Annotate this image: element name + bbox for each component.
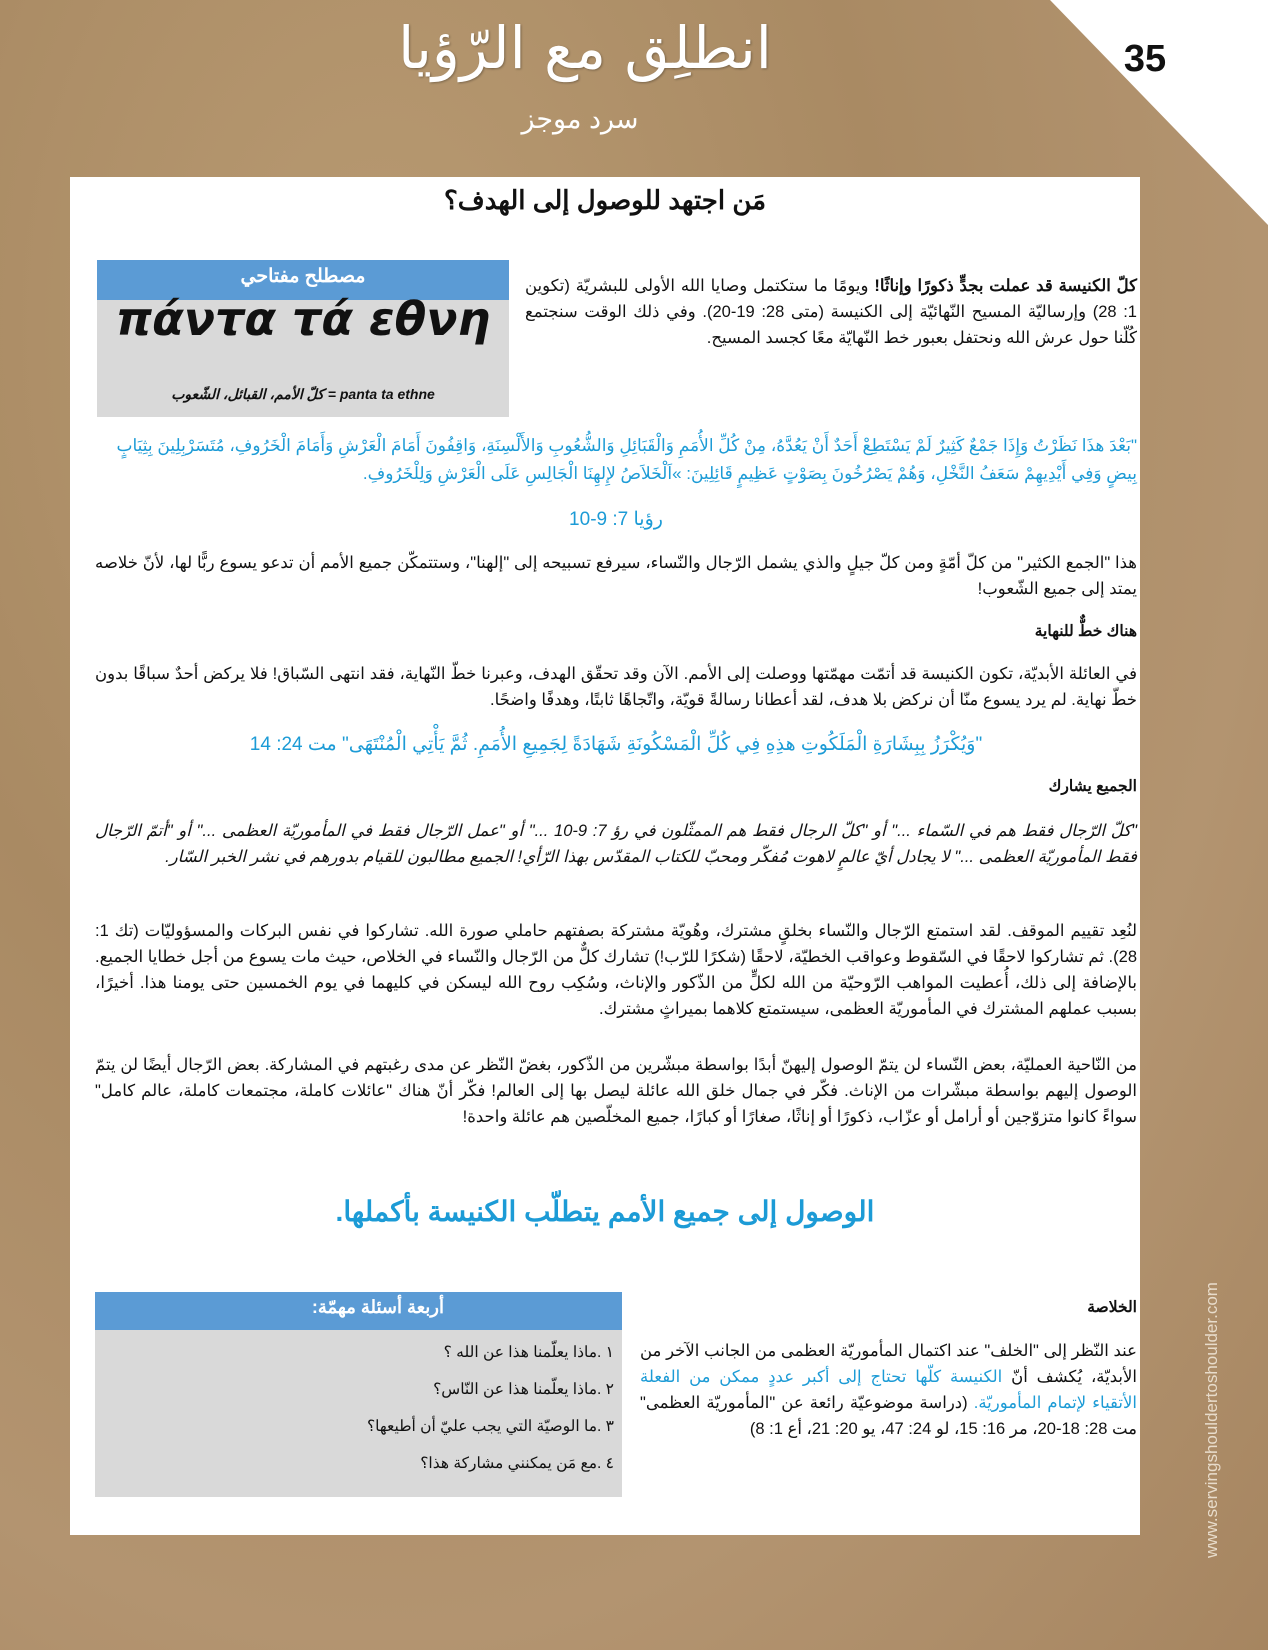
page-subtitle: سرد موجز — [521, 104, 639, 134]
intro-bold: كلّ الكنيسة قد عملت بجدٍّ ذكورًا وإناثًا! — [874, 277, 1137, 295]
section-heading: مَن اجتهد للوصول إلى الهدف؟ — [443, 185, 767, 215]
summary-text: عند النّظر إلى "الخلف" عند اكتمال المأموريّة العظمى من الجانب الآخر من الأبديّة، يُكشف أنّ — [640, 1342, 1137, 1386]
scripture-reference: رؤيا 7: 9-10 — [569, 509, 663, 530]
subheading-finish-line: هناك خطٌّ للنهاية — [1034, 623, 1137, 640]
summary-text: (دراسة موضوعيّة رائعة عن "المأموريّة العظمى" مت 28: 18-20، مر 16: 15، لو 24: 47، يو 20: 21، أع 1: 8) — [640, 1394, 1137, 1438]
page-title: انطلِق مع الرّؤيا — [398, 14, 772, 82]
page-number: 35 — [1123, 38, 1167, 80]
scripture-quote: "وَيُكْرَزُ بِبِشَارَةِ الْمَلَكُوتِ هذِهِ فِي كُلِّ الْمَسْكُونَةِ شَهَادَةً لِجَمِيعِ الأُمَمِ. ثُمَّ يَأْتِي الْمُنْتَهَى" مت 24: 14 — [249, 734, 983, 755]
paragraph: في العائلة الأبديّة، تكون الكنيسة قد أتمّت مهمّتها ووصلت إلى الأمم. الآن وقد تحقّق الهدف، وعبرنا خطّ النّهاية، فقد انتهى السّباق! فلا يركض أحدٌ سباقًا بدون خطّ نهاية. لم يرد يسوع منّا أن نركض بلا هدف، لقد أعطانا رسالةً قويّة، واتّجاهًا ثابتًا، وهدفًا واضحًا. — [95, 665, 1137, 709]
intro-paragraph — [525, 273, 1137, 351]
question-item: ٣ .ما الوصيّة التي يجب عليّ أن أطيعها؟ — [366, 1418, 614, 1435]
subheading-everyone-participates: الجميع يشارك — [1048, 778, 1137, 795]
summary-highlight: الكنيسة كلّها تحتاج إلى أكبر عددٍ ممكن من الفعلة الأتقياء لإتمام المأموريّة. — [640, 1368, 1137, 1412]
questions-title: أربعة أسئلة مهمّة: — [95, 1292, 622, 1330]
paragraph-italic: "كلّ الرّجال فقط هم في السّماء ..." أو "كلّ الرجال فقط هم الممثّلون في رؤ 7: 9-10 ..." أو "عمل الرّجال فقط في المأموريّة العظمى ..." أو "أتمّ الرّجال فقط المأموريّة العظمى ..." لا يجادل أيّ عالمٍ لاهوت مُفكّر ومحبّ للكتاب المقدّس بهذا الرّأي! الجميع مطالبون للقيام بدورهم في نشر الخبر السّار. — [95, 822, 1138, 866]
summary-paragraph — [640, 1338, 1137, 1442]
question-item: ٤ .مع مَن يمكنني مشاركة هذا؟ — [420, 1455, 614, 1472]
key-term-label: مصطلح مفتاحي — [97, 260, 509, 300]
highlight-banner: الوصول إلى جميع الأمم يتطلّب الكنيسة بأكملها. — [335, 1196, 875, 1227]
questions-box — [95, 1292, 622, 1497]
key-term-transliteration: panta ta ethne = كلّ الأمم، القبائل، الشّعوب — [171, 386, 435, 402]
question-item: ١ .ماذا يعلّمنا هذا عن الله ؟ — [443, 1344, 614, 1361]
paragraph: هذا "الجمع الكثير" من كلّ أمّةٍ ومن كلّ جيلٍ والذي يشمل الرّجال والنّساء، سيرفع تسبيحه إلى "إلهنا"، وستتمكّن جميع الأمم أن تدعو يسوع ربًّا لها، لأنّ خلاصه يمتد إلى جميع الشّعوب! — [95, 554, 1137, 598]
summary-heading: الخلاصة — [1087, 1299, 1137, 1316]
key-term-box — [97, 260, 509, 417]
scripture-quote: "بَعْدَ هذَا نَظَرْتُ وَإِذَا جَمْعٌ كَثِيرٌ لَمْ يَسْتَطِعْ أَحَدٌ أَنْ يَعُدَّهُ، مِنْ كُلِّ الأُمَمِ وَالْقَبَائِلِ وَالشُّعُوبِ وَالأَلْسِنَةِ، وَاقِفُونَ أَمَامَ الْعَرْشِ وَأَمَامَ الْخَرُوفِ، مُتَسَرْبِلِينَ بِثِيَابٍ بِيضٍ وَفِي أَيْدِيهِمْ سَعَفُ النَّخْلِ، وَهُمْ يَصْرُخُونَ بِصَوْتٍ عَظِيمٍ قَائِلِينَ: »اَلْخَلاَصُ لإِلهِنَا الْجَالِسِ عَلَى الْعَرْشِ وَلِلْخَرُوفِ. — [116, 436, 1137, 483]
website-watermark: www.servingshouldertoshoulder.com — [1202, 1282, 1221, 1558]
paragraph: من النّاحية العمليّة، بعض النّساء لن يتمّ الوصول إليهنّ أبدًا بواسطة مبشّرين من الذّكور، بغضّ النّظر عن مدى رغبتهم في المشاركة. بعض الرّجال أيضًا لن يتمّ الوصول إليهم بواسطة مبشّرات من الإناث. فكّر في جمال خلق الله عائلة ليصل بها إلى العالم! فكّر أنّ هناك "عائلات كاملة، مجتمعات كاملة، عالم كامل" سواءً كانوا متزوّجين أو أرامل أو عزّاب، ذكورًا أو إناثًا، صغارًا أو كبارًا، جميع المخلّصين هم عائلة واحدة! — [95, 1056, 1137, 1126]
intro-text: ويومًا ما ستكتمل وصايا الله الأولى للبشريّة (تكوين 1: 28) وإرساليّة المسيح النّهائيّة إلى الكنيسة (متى 28: 19-20). وفي ذلك الوقت سنجتمع كُلّنا حول عرش الله ونحتفل بعبور خط النّهايّة معًا كجسد المسيح. — [525, 277, 1137, 347]
key-term-greek: πάντα τά εθνη — [115, 292, 491, 346]
question-item: ٢ .ماذا يعلّمنا هذا عن النّاس؟ — [433, 1381, 614, 1398]
paragraph: لنُعِد تقييم الموقف. لقد استمتع الرّجال والنّساء بخلقٍ مشترك، وهُويّة مشتركة بصفتهم حاملي صورة الله. تشاركوا في نفس البركات والمسؤوليّات (تك 1: 28). ثم تشاركوا لاحقًا في السّقوط وعواقب الخطيّة، لاحقًا (شكرًا للرّب!) تشارك كلٌّ من الرّجال والنّساء في الخلاص، حيث مات يسوع من أجل خطايا الجميع. بالإضافة إلى ذلك، أُعطيت المواهب الرّوحيّة من الله لكلٍّ من الذّكور والإناث، وسُكِب روح الله ليسكن في كليهما في يوم الخمسين حتى يومنا هذا. أخيرًا، بسبب عملهم المشترك في المأموريّة العظمى، سيستمتع كلاهما بميراثٍ مشترك. — [95, 922, 1137, 1018]
